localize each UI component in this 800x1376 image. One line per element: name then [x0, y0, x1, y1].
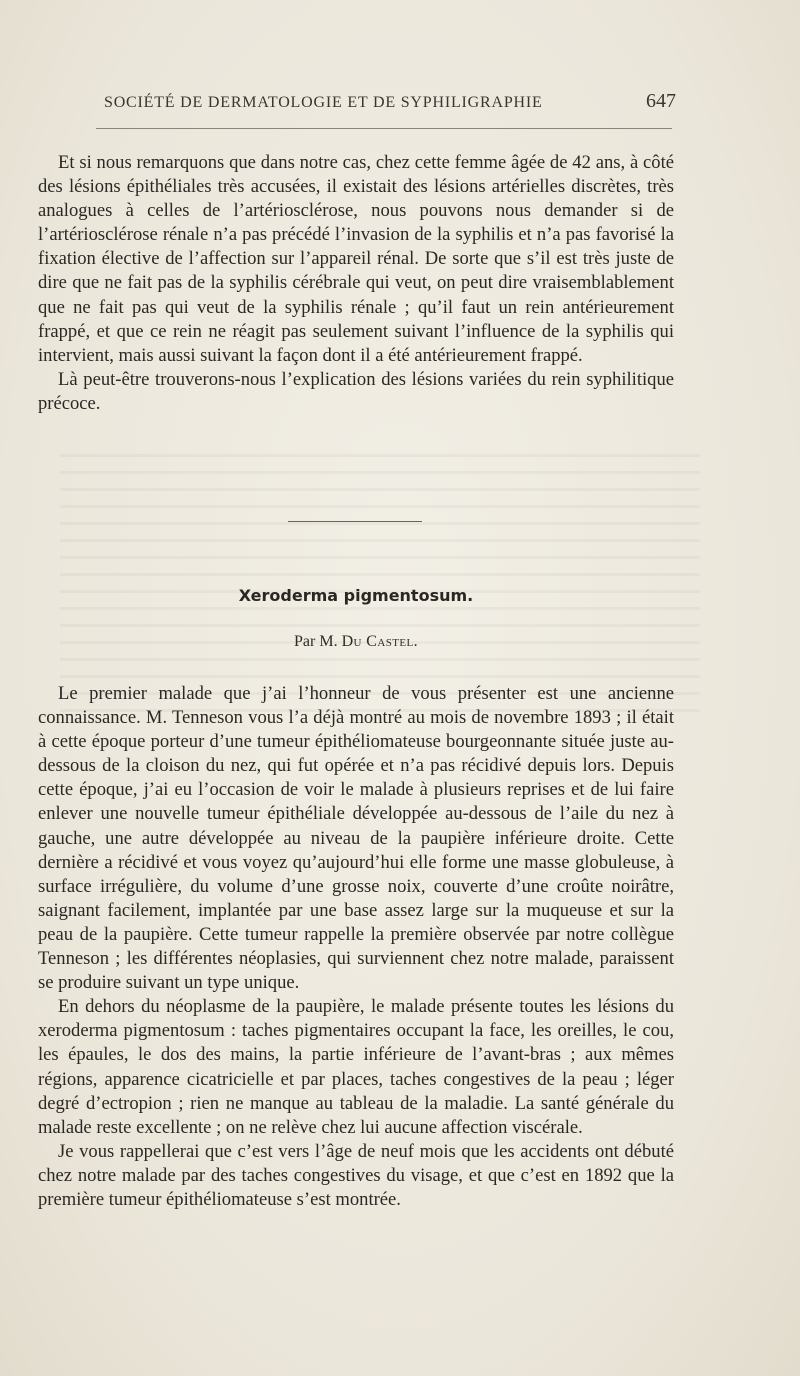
page-number: 647: [646, 90, 676, 112]
paragraph: Là peut-être trouverons-nous l’explication des lésions variées du rein syphilitique précoce.: [38, 368, 674, 414]
author-line: [0, 633, 712, 651]
article-title: Xeroderma pigmentosum.: [238, 586, 474, 605]
article-body: [38, 682, 674, 1212]
running-head: [94, 92, 676, 118]
paragraph: Le premier malade que j’ai l’honneur de vous présenter est une ancienne connaissance. M. Tenneson vous l’a déjà montré au mois de novembre 1893 ; il était à cette époque porteur d’une tumeur épithéliomateuse bourgeonnante située juste au-dessous de la cloison du nez, qui fut opérée et n’a pas récidivé depuis lors. Depuis cette époque, j’ai eu l’occasion de voir le malade à plusieurs reprises et de lui faire enlever une nouvelle tumeur épithéliale développée au-dessous de l’aile du nez à gauche, une autre développée au niveau de la paupière inférieure droite. Cette dernière a récidivé et vous voyez qu’aujourd’hui elle forme une masse globuleuse, à surface irrégulière, du volume d’une grosse noix, couverte d’une croûte noirâtre, saignant facilement, implantée par une base assez large sur la muqueuse et sur la peau de la paupière. Cette tumeur rappelle la première observée par notre collègue Tenneson ; les différentes néoplasies, qui surviennent chez notre malade, paraissent se produire suivant un type unique.: [38, 683, 674, 994]
running-title: SOCIÉTÉ DE DERMATOLOGIE ET DE SYPHILIGRAPHIE: [104, 94, 543, 111]
paragraph: Je vous rappellerai que c’est vers l’âge de neuf mois que les accidents ont débuté chez notre malade par des taches congestives du visage, et que c’est en 1892 que la première tumeur épithéliomateuse s’est montrée.: [38, 1140, 674, 1210]
preceding-article-conclusion: [38, 151, 674, 416]
author-name: Du Castel.: [341, 633, 418, 650]
header-rule: [96, 128, 672, 129]
show-through-texture: [60, 440, 700, 720]
paragraph: Et si nous remarquons que dans notre cas, chez cette femme âgée de 42 ans, à côté des lésions épithéliales très accusées, il existait des lésions artérielles discrètes, très analogues à celles de l’artériosclérose, nous pouvons nous demander si de l’artériosclérose rénale n’a pas précédé l’invasion de la syphilis et n’a pas favorisé la fixation élective de l’affection sur l’appareil rénal. De sorte que s’il est très juste de dire que ne fait pas de la syphilis cérébrale qui veut, on peut dire vraisemblablement que ne fait pas qui veut de la syphilis rénale ; qu’il faut un rein antérieurement frappé, et que ce rein ne réagit pas seulement suivant l’influence de la syphilis qui intervient, mais aussi suivant la façon dont il a été antérieurement frappé.: [38, 152, 674, 366]
paragraph: En dehors du néoplasme de la paupière, le malade présente toutes les lésions du xeroderma pigmentosum : taches pigmentaires occupant la face, les oreilles, le cou, les épaules, le dos des mains, la partie inférieure de l’avant-bras ; aux mêmes régions, apparence cicatricielle et par places, taches congestives de la peau ; léger degré d’ectropion ; rien ne manque au tableau de la maladie. La santé générale du malade reste excellente ; on ne relève chez lui aucune affection viscérale.: [38, 996, 674, 1138]
section-separator-rule: [288, 521, 422, 522]
author-prefix: Par M.: [294, 633, 338, 650]
